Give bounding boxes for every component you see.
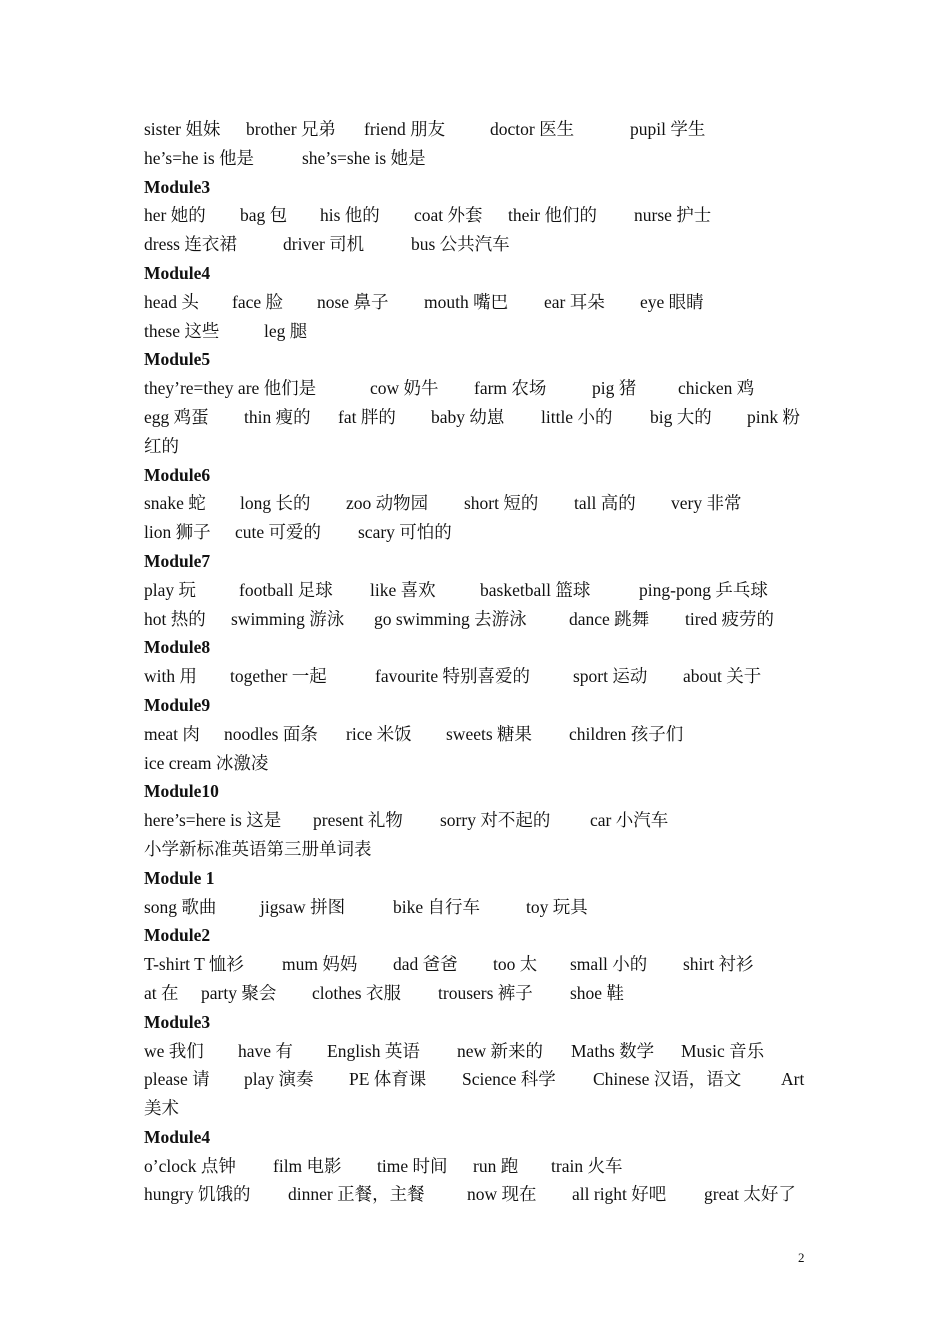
vocabulary-entry: go swimming 去游泳 bbox=[374, 608, 527, 629]
vocabulary-entry: scary 可怕的 bbox=[358, 522, 452, 543]
vocabulary-entry: she’s=she is 她是 bbox=[302, 147, 426, 168]
vocabulary-entry: children 孩子们 bbox=[569, 723, 684, 744]
vocabulary-entry: lion 狮子 bbox=[144, 522, 211, 543]
vocabulary-entry: please 请 bbox=[144, 1069, 210, 1090]
vocabulary-entry: hungry 饥饿的 bbox=[144, 1184, 251, 1205]
vocabulary-entry: noodles 面条 bbox=[224, 723, 318, 744]
vocabulary-entry: hot 热的 bbox=[144, 608, 206, 629]
vocabulary-line bbox=[144, 893, 824, 922]
vocabulary-line bbox=[144, 605, 824, 634]
vocabulary-entry: mouth 嘴巴 bbox=[424, 291, 509, 312]
vocabulary-entry: brother 兄弟 bbox=[246, 119, 336, 139]
vocabulary-entry: dad 爸爸 bbox=[393, 954, 458, 975]
vocabulary-line bbox=[144, 230, 824, 259]
vocabulary-entry: trousers 裤子 bbox=[438, 982, 533, 1003]
vocabulary-entry: Art bbox=[781, 1069, 805, 1090]
vocabulary-entry: they’re=they are 他们是 bbox=[144, 378, 317, 399]
module-heading: Module4 bbox=[144, 262, 211, 283]
vocabulary-line bbox=[144, 720, 824, 749]
vocabulary-entry: clothes 衣服 bbox=[312, 982, 401, 1003]
vocabulary-entry: present 礼物 bbox=[313, 810, 403, 831]
vocabulary-entry: sorry 对不起的 bbox=[440, 810, 551, 831]
vocabulary-entry: small 小的 bbox=[570, 954, 648, 975]
module-heading: Module7 bbox=[144, 550, 211, 571]
vocabulary-entry: driver 司机 bbox=[283, 234, 365, 255]
vocabulary-entry: we 我们 bbox=[144, 1040, 204, 1061]
vocabulary-entry: snake 蛇 bbox=[144, 493, 206, 514]
vocabulary-entry: ping-pong 乒乓球 bbox=[639, 579, 768, 600]
vocabulary-entry: shoe 鞋 bbox=[570, 982, 624, 1003]
vocabulary-line bbox=[144, 576, 824, 605]
vocabulary-entry: o’clock 点钟 bbox=[144, 1155, 236, 1176]
vocabulary-entry: rice 米饭 bbox=[346, 723, 412, 744]
vocabulary-entry: here’s=here is 这是 bbox=[144, 810, 282, 831]
vocabulary-line bbox=[144, 806, 824, 835]
vocabulary-entry: with 用 bbox=[144, 666, 197, 687]
vocabulary-entry: chicken 鸡 bbox=[678, 378, 755, 399]
word-list bbox=[144, 115, 824, 1209]
module-heading: Module4 bbox=[144, 1126, 211, 1147]
vocabulary-entry: film 电影 bbox=[273, 1155, 342, 1176]
vocabulary-entry: bus 公共汽车 bbox=[411, 234, 510, 255]
vocabulary-entry: doctor 医生 bbox=[490, 119, 575, 139]
vocabulary-line bbox=[144, 1152, 824, 1181]
vocabulary-entry: English 英语 bbox=[327, 1040, 420, 1061]
vocabulary-entry: new 新来的 bbox=[457, 1040, 544, 1061]
vocabulary-entry: pupil 学生 bbox=[630, 119, 706, 139]
vocabulary-entry: Maths 数学 bbox=[571, 1040, 655, 1061]
vocabulary-line bbox=[144, 950, 824, 979]
vocabulary-entry: tired 疲劳的 bbox=[685, 608, 774, 629]
vocabulary-entry: tall 高的 bbox=[574, 493, 636, 514]
vocabulary-entry: pink 粉 bbox=[747, 406, 800, 427]
text-line: 美术 bbox=[144, 1098, 179, 1119]
vocabulary-line bbox=[144, 403, 824, 432]
vocabulary-entry: T-shirt T 恤衫 bbox=[144, 954, 244, 975]
vocabulary-entry: very 非常 bbox=[671, 493, 742, 514]
vocabulary-entry: her 她的 bbox=[144, 205, 206, 226]
vocabulary-entry: face 脸 bbox=[232, 291, 284, 312]
vocabulary-entry: shirt 衬衫 bbox=[683, 954, 754, 975]
vocabulary-entry: jigsaw 拼图 bbox=[260, 896, 346, 917]
vocabulary-entry: egg 鸡蛋 bbox=[144, 406, 209, 427]
vocabulary-entry: little 小的 bbox=[541, 406, 613, 427]
module-heading: Module6 bbox=[144, 464, 211, 485]
vocabulary-entry: zoo 动物园 bbox=[346, 493, 429, 514]
vocabulary-entry: play 演奏 bbox=[244, 1069, 314, 1090]
vocabulary-entry: bag 包 bbox=[240, 205, 288, 226]
vocabulary-entry: about 关于 bbox=[683, 666, 762, 687]
vocabulary-entry: nurse 护士 bbox=[634, 205, 712, 226]
vocabulary-line bbox=[144, 1037, 824, 1066]
vocabulary-entry: meat 肉 bbox=[144, 723, 200, 744]
page-number: 2 bbox=[798, 1250, 805, 1265]
vocabulary-entry: short 短的 bbox=[464, 493, 539, 514]
vocabulary-line bbox=[144, 288, 824, 317]
vocabulary-entry: sport 运动 bbox=[573, 666, 648, 687]
vocabulary-entry: thin 瘦的 bbox=[244, 406, 311, 427]
vocabulary-entry: too 太 bbox=[493, 954, 538, 975]
vocabulary-line bbox=[144, 144, 824, 173]
vocabulary-entry: sister 姐妹 bbox=[144, 119, 221, 139]
vocabulary-entry: have 有 bbox=[238, 1040, 293, 1061]
vocabulary-entry: dance 跳舞 bbox=[569, 608, 650, 629]
vocabulary-entry: friend 朋友 bbox=[364, 119, 446, 139]
text-line: 小学新标准英语第三册单词表 bbox=[144, 838, 372, 859]
vocabulary-line bbox=[144, 201, 824, 230]
module-heading: Module9 bbox=[144, 694, 211, 715]
vocabulary-line bbox=[144, 374, 824, 403]
vocabulary-entry: farm 农场 bbox=[474, 378, 547, 399]
text-line: 红的 bbox=[144, 435, 179, 456]
vocabulary-entry: car 小汽车 bbox=[590, 810, 669, 831]
vocabulary-entry: all right 好吧 bbox=[572, 1184, 667, 1205]
module-heading: Module10 bbox=[144, 781, 219, 802]
vocabulary-entry: fat 胖的 bbox=[338, 406, 396, 427]
vocabulary-entry: favourite 特别喜爱的 bbox=[375, 666, 531, 687]
vocabulary-entry: long 长的 bbox=[240, 493, 311, 514]
vocabulary-entry: nose 鼻子 bbox=[317, 291, 389, 312]
module-heading: Module8 bbox=[144, 637, 211, 658]
vocabulary-line bbox=[144, 518, 824, 547]
vocabulary-entry: now 现在 bbox=[467, 1184, 537, 1205]
module-heading: Module3 bbox=[144, 1011, 211, 1032]
vocabulary-entry: sweets 糖果 bbox=[446, 723, 533, 744]
vocabulary-entry: like 喜欢 bbox=[370, 579, 436, 600]
vocabulary-entry: run 跑 bbox=[473, 1155, 519, 1176]
vocabulary-entry: swimming 游泳 bbox=[231, 608, 345, 629]
vocabulary-entry: train 火车 bbox=[551, 1155, 623, 1176]
vocabulary-entry: together 一起 bbox=[230, 666, 327, 687]
vocabulary-entry: these 这些 bbox=[144, 320, 220, 341]
vocabulary-entry: pig 猪 bbox=[592, 378, 637, 399]
module-heading: Module2 bbox=[144, 925, 211, 946]
vocabulary-entry: song 歌曲 bbox=[144, 896, 217, 917]
vocabulary-entry: Science 科学 bbox=[462, 1069, 556, 1090]
vocabulary-line bbox=[144, 1065, 824, 1094]
vocabulary-entry: dinner 正餐，主餐 bbox=[288, 1184, 425, 1205]
vocabulary-entry: head 头 bbox=[144, 291, 199, 312]
vocabulary-entry: party 聚会 bbox=[201, 982, 277, 1003]
text-line: ice cream 冰激凌 bbox=[144, 752, 269, 773]
vocabulary-line bbox=[144, 1180, 824, 1209]
vocabulary-entry: his 他的 bbox=[320, 205, 380, 226]
vocabulary-entry: ear 耳朵 bbox=[544, 291, 605, 312]
vocabulary-entry: dress 连衣裙 bbox=[144, 234, 237, 255]
module-heading: Module5 bbox=[144, 349, 211, 370]
vocabulary-entry: coat 外套 bbox=[414, 205, 483, 226]
vocabulary-entry: Chinese 汉语，语文 bbox=[593, 1069, 742, 1090]
module-heading: Module3 bbox=[144, 176, 211, 197]
vocabulary-entry: football 足球 bbox=[239, 579, 333, 600]
vocabulary-entry: play 玩 bbox=[144, 579, 197, 600]
vocabulary-entry: toy 玩具 bbox=[526, 896, 588, 917]
vocabulary-line bbox=[144, 662, 824, 691]
vocabulary-entry: big 大的 bbox=[650, 406, 712, 427]
vocabulary-entry: cute 可爱的 bbox=[235, 522, 322, 543]
vocabulary-entry: mum 妈妈 bbox=[282, 954, 358, 975]
vocabulary-entry: cow 奶牛 bbox=[370, 378, 439, 399]
vocabulary-entry: basketball 篮球 bbox=[480, 579, 591, 600]
module-heading: Module 1 bbox=[144, 867, 215, 888]
vocabulary-entry: at 在 bbox=[144, 982, 179, 1003]
vocabulary-line bbox=[144, 489, 824, 518]
vocabulary-line bbox=[144, 979, 824, 1008]
vocabulary-line bbox=[144, 317, 824, 346]
vocabulary-entry: their 他们的 bbox=[508, 205, 597, 226]
vocabulary-line bbox=[144, 115, 824, 144]
vocabulary-entry: he’s=he is 他是 bbox=[144, 147, 254, 168]
vocabulary-entry: Music 音乐 bbox=[681, 1040, 765, 1061]
vocabulary-entry: eye 眼睛 bbox=[640, 291, 704, 312]
vocabulary-entry: PE 体育课 bbox=[349, 1069, 427, 1090]
vocabulary-entry: baby 幼崽 bbox=[431, 406, 505, 427]
vocabulary-entry: leg 腿 bbox=[264, 320, 308, 341]
vocabulary-entry: time 时间 bbox=[377, 1155, 448, 1176]
vocabulary-entry: great 太好了 bbox=[704, 1184, 796, 1205]
vocabulary-entry: bike 自行车 bbox=[393, 896, 481, 917]
